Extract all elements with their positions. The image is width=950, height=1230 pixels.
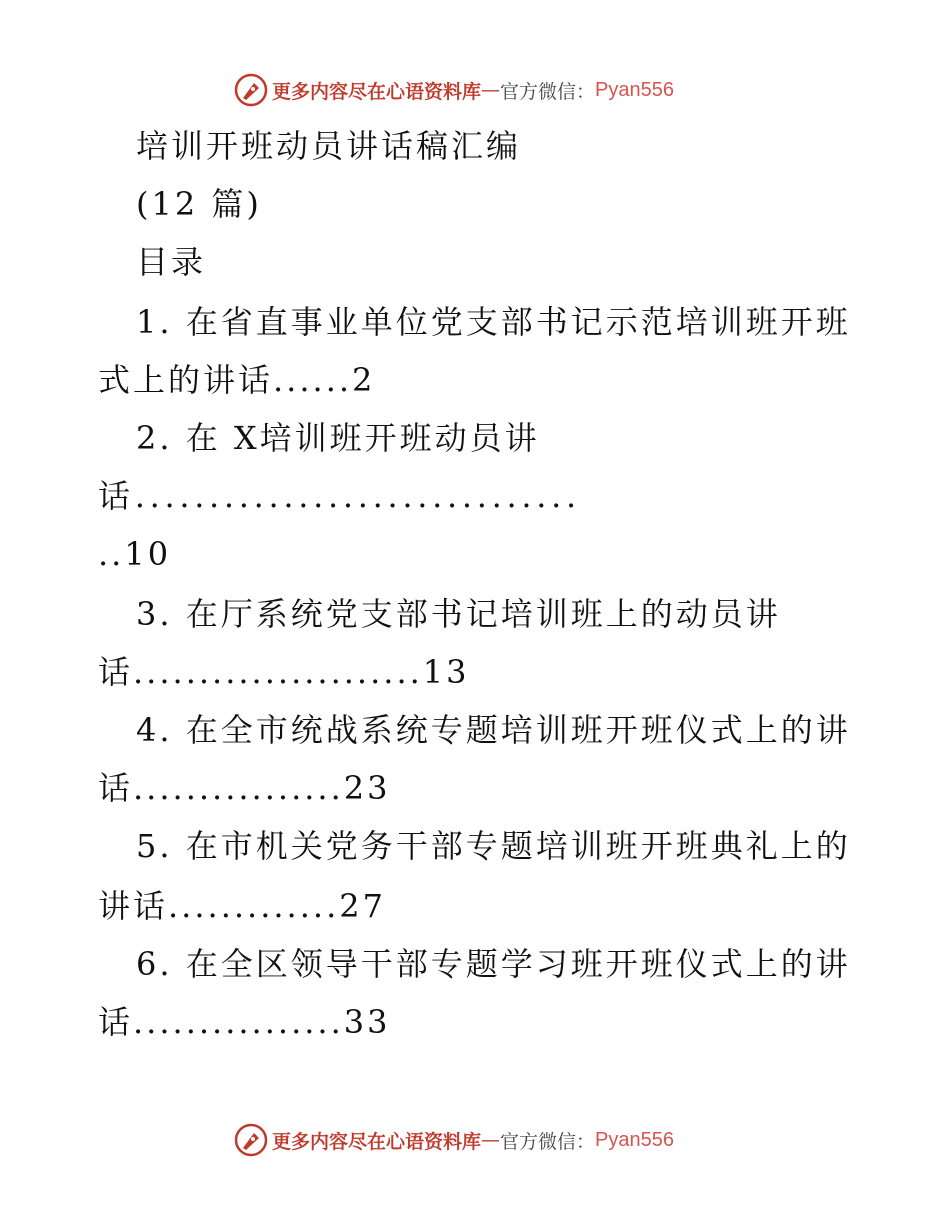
toc-item-2-line2: 话.............................. [98,477,581,515]
toc-item-4-line2: 话................23 [98,769,391,807]
toc-item-2-line3: ..10 [98,535,172,573]
toc-heading: 目录 [136,243,207,281]
watermark-text: 更多内容尽在心语资料库 [272,1130,482,1153]
watermark-wechat-label: 官方微信： [500,80,596,103]
watermark-wechat-id: Pyan556 [595,1128,674,1151]
toc-item-1-line1: 1. 在省直事业单位党支部书记示范培训班开班 [136,303,851,341]
watermark-dash: — [481,1129,501,1151]
article-count: (12 篇) [136,185,262,223]
toc-item-2-line1: 2. 在 X培训班开班动员讲 [136,419,540,457]
pen-nib-logo-icon [234,1123,268,1157]
toc-item-4-line1: 4. 在全市统战系统专题培训班开班仪式上的讲 [136,711,851,749]
pen-nib-logo-icon [234,73,268,107]
document-title: 培训开班动员讲话稿汇编 [136,127,522,165]
watermark-wechat-id: Pyan556 [595,78,674,101]
footer-watermark [234,1120,674,1160]
toc-item-3-line2: 话......................13 [98,653,470,691]
toc-item-1-line2: 式上的讲话......2 [98,361,376,399]
header-watermark [234,70,674,110]
watermark-wechat-label: 官方微信： [500,1130,596,1153]
toc-item-6-line2: 话................33 [98,1003,391,1041]
toc-item-5-line1: 5. 在市机关党务干部专题培训班开班典礼上的 [136,827,851,865]
toc-item-3-line1: 3. 在厅系统党支部书记培训班上的动员讲 [136,595,781,633]
toc-item-5-line2: 讲话.............27 [98,887,386,925]
watermark-dash: — [481,79,501,101]
watermark-text: 更多内容尽在心语资料库 [272,80,482,103]
toc-item-6-line1: 6. 在全区领导干部专题学习班开班仪式上的讲 [136,945,851,983]
